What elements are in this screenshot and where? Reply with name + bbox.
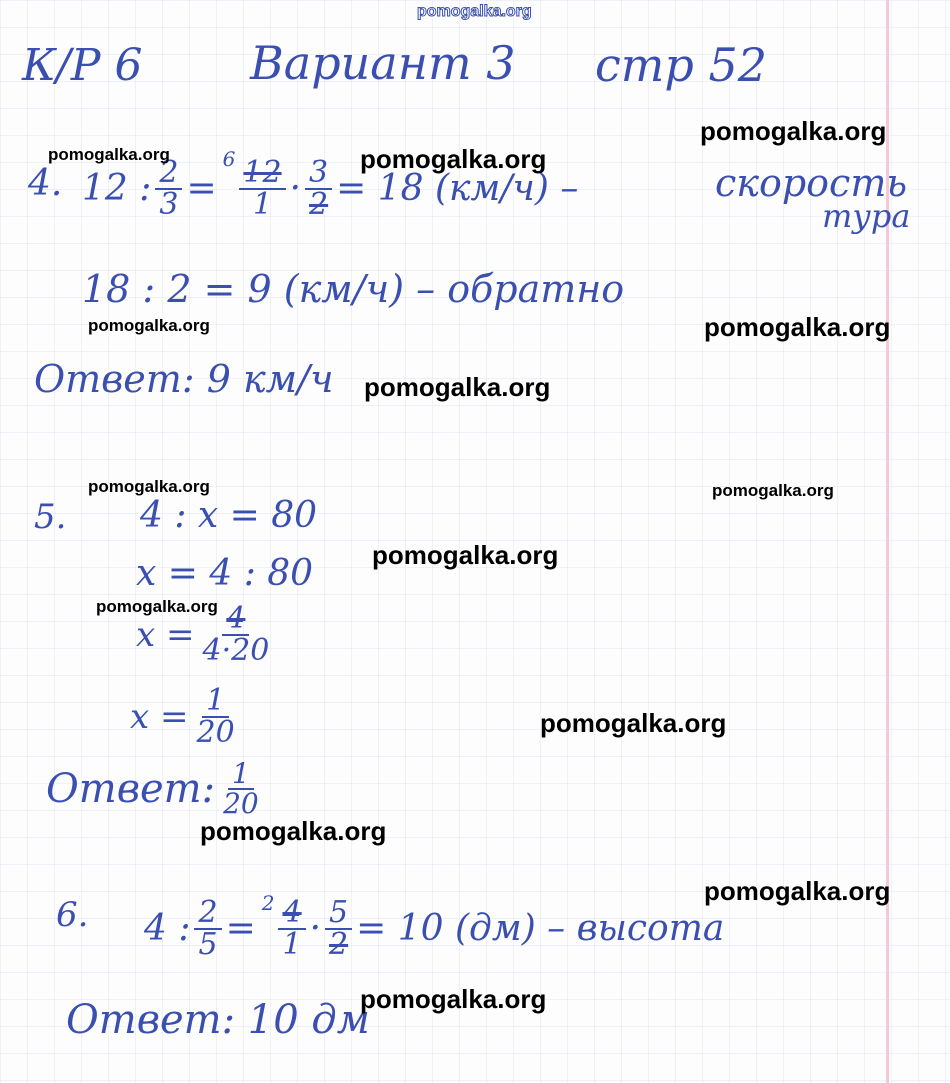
problem-5-line-4 xyxy=(130,683,243,750)
frac-denominator: 1 xyxy=(252,187,273,222)
watermark: pomogalka.org xyxy=(88,316,210,335)
problem-5-number: 5. xyxy=(34,497,67,537)
problem-6-number: 6. xyxy=(56,895,89,935)
problem-6-result: = 10 (дм) – высота xyxy=(356,908,725,949)
frac-numerator: 4 xyxy=(222,604,249,636)
problem-6-line-1 xyxy=(144,891,725,962)
problem-5-line-2: x = 4 : 80 xyxy=(136,553,314,594)
problem-5-answer xyxy=(46,757,267,820)
problem-4-answer: Ответ: 9 км/ч xyxy=(34,357,334,401)
watermark: pomogalka.org xyxy=(48,145,170,164)
problem-4-note-2: тура xyxy=(822,197,911,235)
frac-numerator: 2 xyxy=(194,898,221,930)
frac-denominator: 3 xyxy=(159,187,179,222)
problem-4-small: 6 xyxy=(222,147,236,171)
watermark: pomogalka.org xyxy=(704,312,891,342)
problem-6-frac-1 xyxy=(194,895,221,962)
problem-4-line-2: 18 : 2 = 9 (км/ч) – обратно xyxy=(82,267,625,311)
watermark: pomogalka.org xyxy=(704,876,891,906)
frac-denominator: 1 xyxy=(282,927,302,962)
problem-6-dot: · xyxy=(309,908,322,949)
problem-4-frac-3 xyxy=(305,155,332,222)
problem-5-frac-2 xyxy=(192,683,238,750)
problem-5-line-1: 4 : x = 80 xyxy=(140,495,318,536)
frac-denominator: 20 xyxy=(196,715,235,750)
problem-6-small: 2 xyxy=(261,891,275,915)
problem-6-left: 4 : xyxy=(144,908,191,949)
page-label: стр 52 xyxy=(595,38,767,92)
work-label: К/Р 6 xyxy=(22,40,143,91)
problem-4-note-1: скорость xyxy=(715,161,908,205)
frac-denominator: 2 xyxy=(309,187,329,222)
frac-denominator: 2 xyxy=(329,927,349,962)
frac-denominator: 4·20 xyxy=(202,633,270,668)
watermark: pomogalka.org xyxy=(360,984,547,1014)
watermark: pomogalka.org xyxy=(200,816,387,846)
frac-numerator: 2 xyxy=(155,158,182,190)
watermark: pomogalka.org xyxy=(712,481,834,500)
watermark: pomogalka.org xyxy=(372,540,559,570)
problem-4-eq: = xyxy=(186,168,217,209)
frac-numerator: 5 xyxy=(325,898,352,930)
problem-5-answer-frac xyxy=(219,757,263,820)
problem-4-dot: · xyxy=(289,168,302,209)
frac-numerator: 1 xyxy=(228,760,254,790)
frac-numerator: 12 xyxy=(239,158,285,190)
watermark: pomogalka.org xyxy=(700,116,887,146)
problem-6-eq: = xyxy=(225,908,256,949)
watermark: pomogalka.org xyxy=(88,477,210,496)
problem-5-answer-label: Ответ: xyxy=(46,766,216,812)
watermark: pomogalka.org xyxy=(540,708,727,738)
problem-6-frac-3 xyxy=(325,895,352,962)
watermark-top: pomogalka.org xyxy=(417,3,532,20)
problem-4-number: 4. xyxy=(28,163,63,204)
problem-4-result: = 18 (км/ч) – xyxy=(336,168,579,209)
problem-5-line-4-left: x = xyxy=(130,697,189,737)
problem-6-answer: Ответ: 10 дм xyxy=(66,997,370,1043)
problem-4-left: 12 : xyxy=(82,168,152,209)
variant-label: Вариант 3 xyxy=(250,36,516,90)
frac-numerator: 3 xyxy=(305,158,332,190)
watermark: pomogalka.org xyxy=(96,597,218,616)
watermark: pomogalka.org xyxy=(364,372,551,402)
problem-5-line-3-left: x = xyxy=(136,615,195,655)
frac-numerator: 1 xyxy=(202,686,229,718)
problem-4-frac-1 xyxy=(155,155,182,222)
frac-denominator: 5 xyxy=(198,927,218,962)
frac-denominator: 20 xyxy=(223,787,259,820)
problem-4-frac-2 xyxy=(239,155,285,222)
problem-6-frac-2 xyxy=(278,895,305,962)
watermark: pomogalka.org xyxy=(360,144,547,174)
frac-numerator: 4 xyxy=(278,898,305,930)
